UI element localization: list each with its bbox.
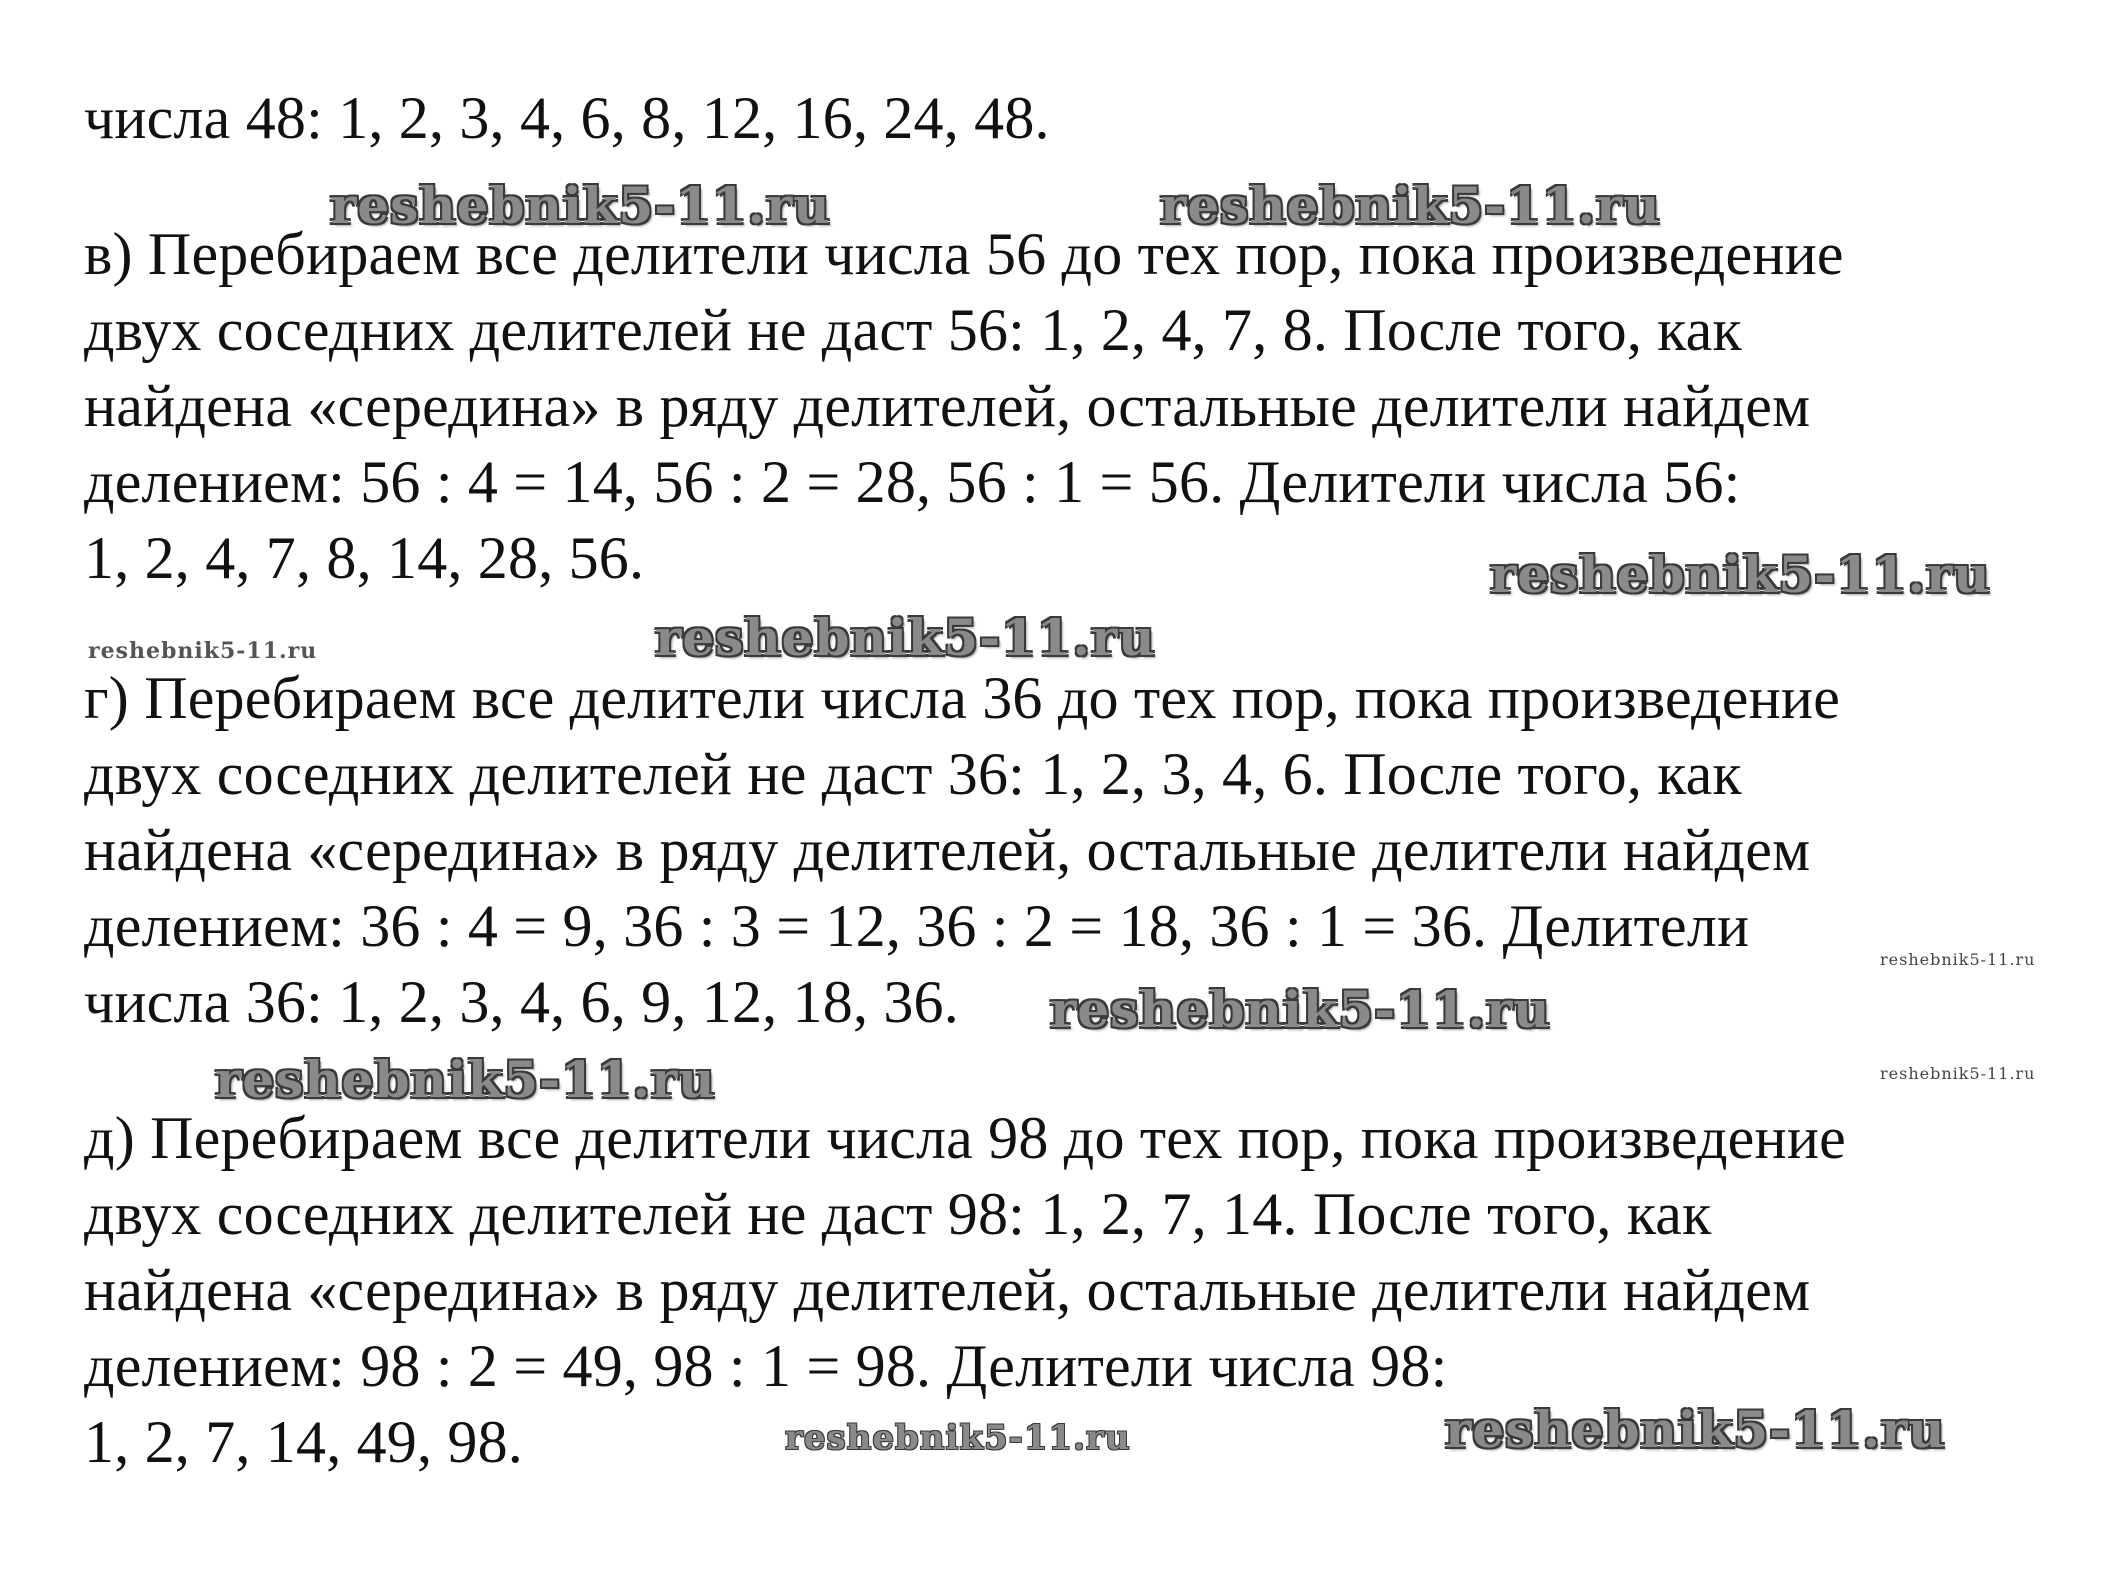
watermark: reshebnik5-11.ru xyxy=(1880,950,2036,969)
text-line: делением: 98 : 2 = 49, 98 : 1 = 98. Делители числа 98: xyxy=(84,1333,1448,1399)
text-line: делением: 36 : 4 = 9, 36 : 3 = 12, 36 : 2 = 18, 36 : 1 = 36. Делители xyxy=(84,893,1750,959)
text-line: 1, 2, 7, 14, 49, 98. xyxy=(84,1409,523,1475)
text-line: в) Перебираем все делители числа 56 до тех пор, пока произведение xyxy=(84,221,1844,287)
watermark: reshebnik5-11.ru xyxy=(785,1418,1131,1458)
text-line: найдена «середина» в ряду делителей, остальные делители найдем xyxy=(84,373,1811,439)
text-line: 1, 2, 4, 7, 8, 14, 28, 56. xyxy=(84,525,645,591)
text-line: двух соседних делителей не даст 36: 1, 2, 3, 4, 6. После того, как xyxy=(84,741,1742,807)
text-line: г) Перебираем все делители числа 36 до тех пор, пока произведение xyxy=(84,665,1841,731)
watermark: reshebnik5-11.ru xyxy=(655,608,1156,667)
text-line: найдена «середина» в ряду делителей, остальные делители найдем xyxy=(84,1257,1811,1323)
watermark: reshebnik5-11.ru xyxy=(1445,1400,1946,1459)
watermark: reshebnik5-11.ru xyxy=(1050,980,1551,1039)
watermark: reshebnik5-11.ru xyxy=(1160,176,1661,235)
watermark: reshebnik5-11.ru xyxy=(88,638,318,664)
watermark: reshebnik5-11.ru xyxy=(330,176,831,235)
text-line: д) Перебираем все делители числа 98 до тех пор, пока произведение xyxy=(84,1105,1846,1171)
text-line: двух соседних делителей не даст 56: 1, 2, 4, 7, 8. После того, как xyxy=(84,297,1742,363)
text-line: числа 36: 1, 2, 3, 4, 6, 9, 12, 18, 36. xyxy=(84,969,959,1035)
watermark: reshebnik5-11.ru xyxy=(215,1050,716,1109)
text-line: найдена «середина» в ряду делителей, остальные делители найдем xyxy=(84,817,1811,883)
text-line: числа 48: 1, 2, 3, 4, 6, 8, 12, 16, 24, 48. xyxy=(84,85,1050,151)
watermark: reshebnik5-11.ru xyxy=(1880,1064,2036,1083)
text-line: делением: 56 : 4 = 14, 56 : 2 = 28, 56 : 1 = 56. Делители числа 56: xyxy=(84,449,1741,515)
watermark: reshebnik5-11.ru xyxy=(1490,545,1991,604)
text-line: двух соседних делителей не даст 98: 1, 2, 7, 14. После того, как xyxy=(84,1181,1712,1247)
